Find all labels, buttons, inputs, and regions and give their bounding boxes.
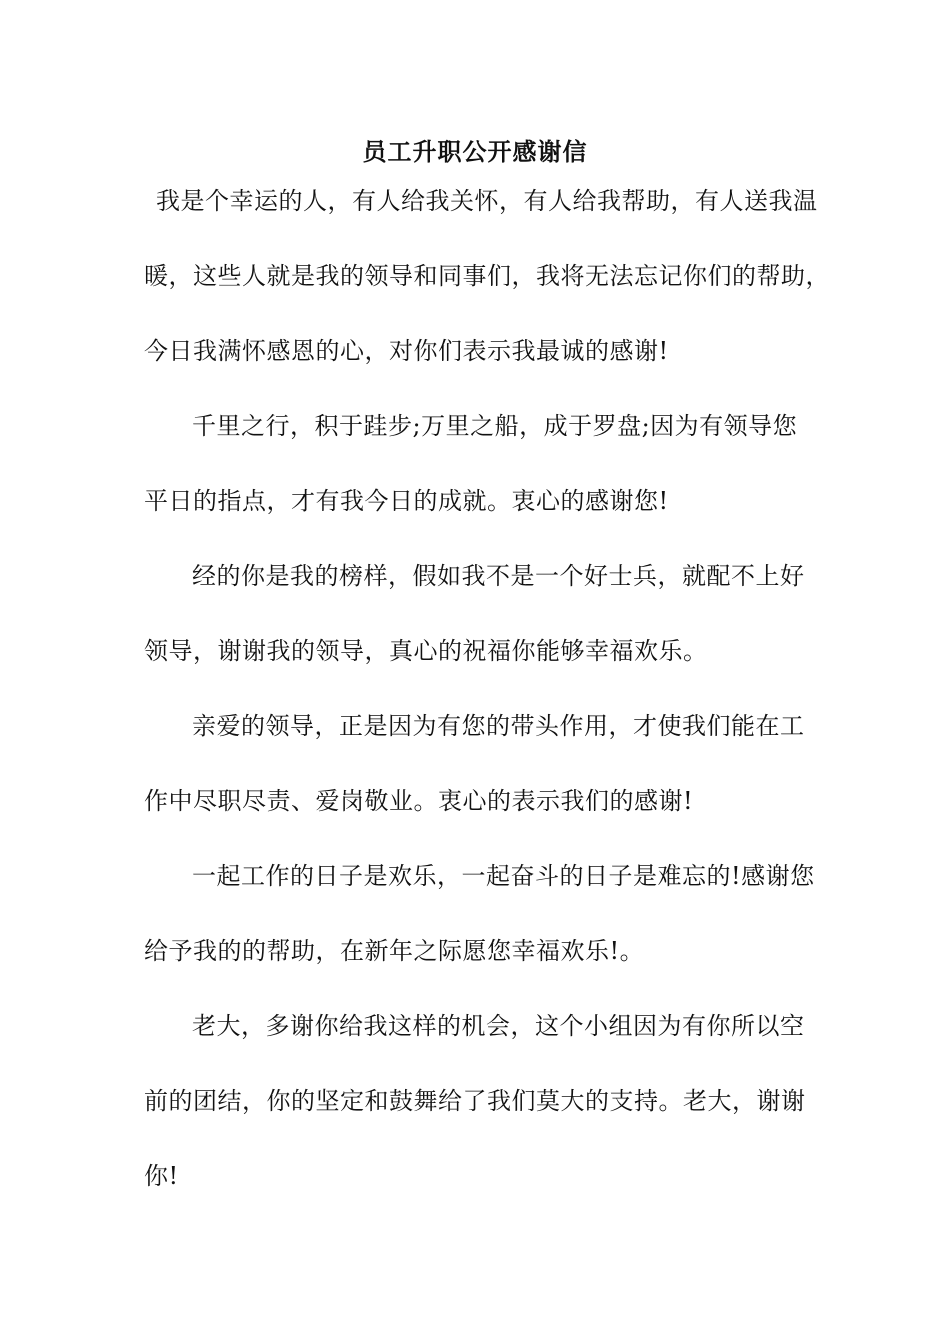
paragraph-line: 今日我满怀感恩的心，对你们表示我最诚的感谢! [144, 337, 669, 365]
paragraph-line: 你! [144, 1162, 179, 1190]
paragraph-line: 千里之行，积于跬步;万里之船，成于罗盘;因为有领导您 [192, 412, 798, 440]
paragraph-line: 领导，谢谢我的领导，真心的祝福你能够幸福欢乐。 [144, 637, 708, 665]
paragraph-line: 亲爱的领导，正是因为有您的带头作用，才使我们能在工 [192, 712, 805, 740]
document-title: 员工升职公开感谢信 [362, 137, 588, 166]
paragraph-line: 前的团结，你的坚定和鼓舞给了我们莫大的支持。老大，谢谢 [144, 1087, 806, 1115]
paragraph-line: 经的你是我的榜样，假如我不是一个好士兵，就配不上好 [192, 562, 805, 590]
paragraph-line: 作中尽职尽责、爱岗敬业。衷心的表示我们的感谢! [144, 787, 694, 815]
document-body [144, 181, 830, 1231]
paragraph-line: 一起工作的日子是欢乐，一起奋斗的日子是难忘的!感谢您 [192, 862, 815, 890]
paragraph-line: 老大，多谢你给我这样的机会，这个小组因为有你所以空 [192, 1012, 805, 1040]
paragraph-line: 暖，这些人就是我的领导和同事们，我将无法忘记你们的帮助， [144, 262, 830, 290]
paragraph-line: 平日的指点，才有我今日的成就。衷心的感谢您! [144, 487, 669, 515]
paragraph-line: 给予我的的帮助，在新年之际愿您幸福欢乐!。 [144, 937, 645, 965]
paragraph-line: 我是个幸运的人，有人给我关怀，有人给我帮助，有人送我温 [156, 187, 818, 215]
